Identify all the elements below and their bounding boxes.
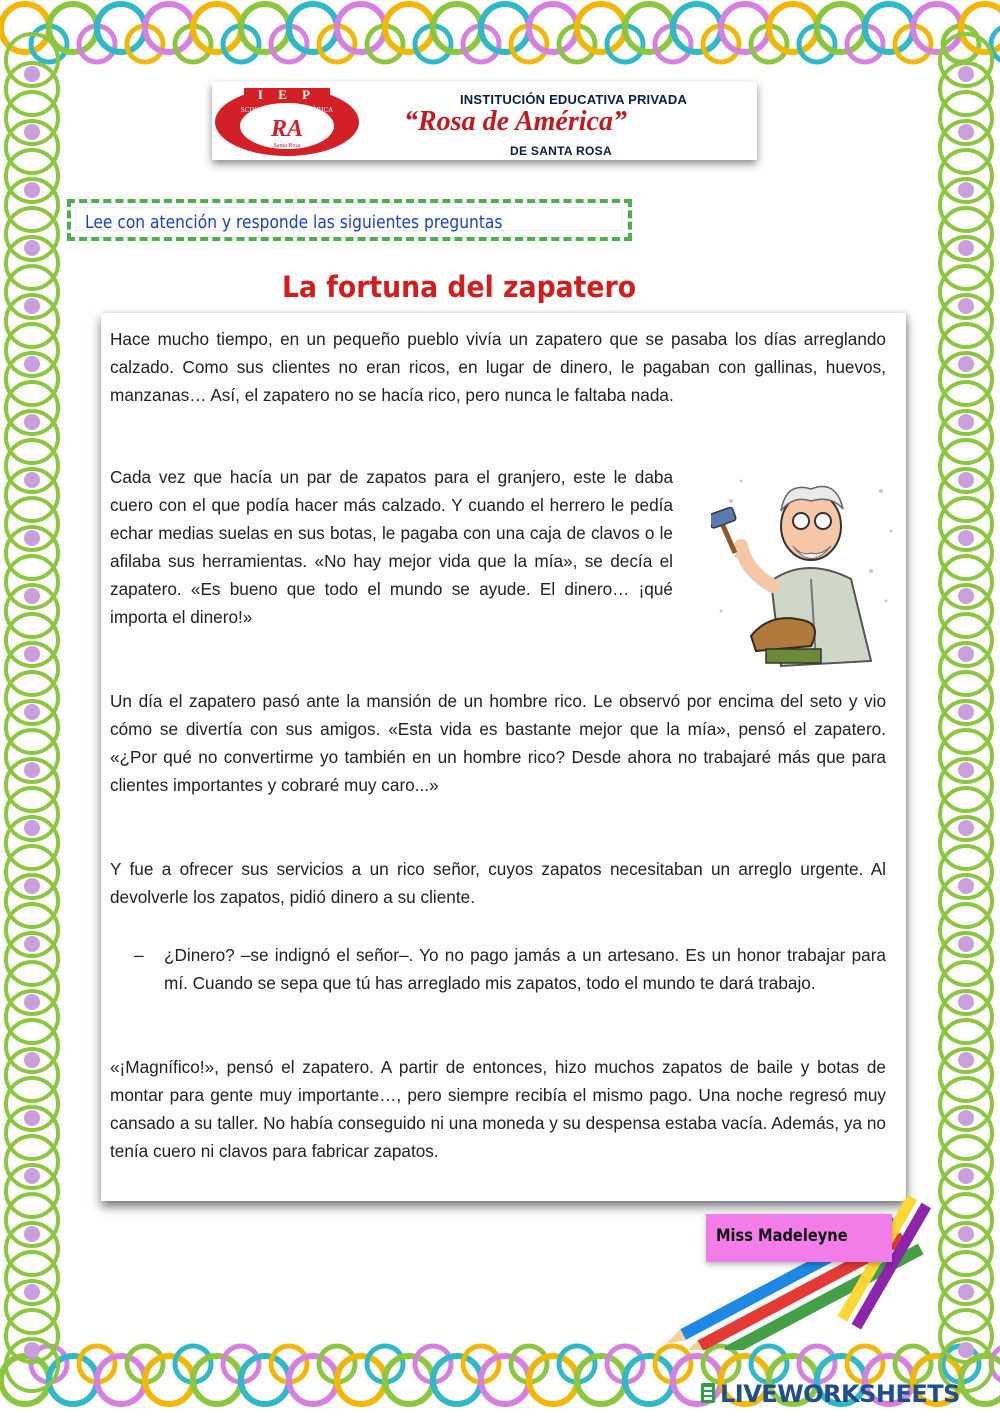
logo-ring-text: SCHOOL ROSA DE AMÉRICA bbox=[240, 106, 334, 114]
frame-dot bbox=[958, 1110, 974, 1126]
story-paragraph-5-dialogue: ¿Dinero? –se indignó el señor–. Yo no pago jamás a un artesano. Es un honor trabajar para mí. Cuando se sepa que tú has arreglado mis zapatos, todo el mundo te dará trabajo. bbox=[164, 945, 886, 993]
frame-dot bbox=[24, 1110, 40, 1126]
story-paragraph-6: «¡Magnífico!», pensó el zapatero. A partir de entonces, hizo muchos zapatos de baile y botas de montar para gente muy importante…, pero siempre recibía el mismo pago. Una noche regresó muy cansado a su taller. No había conseguido ni una moneda y su despensa estaba vacía. Además, ya no tenía cuero ni clavos para fabricar zapatos. bbox=[110, 1057, 886, 1161]
frame-dot bbox=[24, 646, 40, 662]
frame-dot bbox=[958, 182, 974, 198]
shoemaker-illustration bbox=[711, 461, 901, 676]
frame-dot bbox=[24, 588, 40, 604]
frame-dot bbox=[24, 704, 40, 720]
story-paragraph-3: Un día el zapatero pasó ante la mansión de un hombre rico. Le observó por encima del seto y vio cómo se divertía con sus amigos. «Esta vida es bastante mejor que la mía», pensó el zapatero. «¿Por qué no convertirme yo también en un hombre rico? Desde ahora no trabajaré más que para clientes importantes y cobraré muy caro...» bbox=[110, 691, 886, 795]
frame-dot bbox=[958, 414, 974, 430]
teacher-signature-box bbox=[706, 1214, 892, 1262]
frame-dot bbox=[24, 66, 40, 82]
frame-dot bbox=[958, 704, 974, 720]
frame-dot bbox=[24, 1052, 40, 1068]
story-paragraph-4: Y fue a ofrecer sus servicios a un rico señor, cuyos zapatos necesitaban un arreglo urgente. Al devolverle los zapatos, pidió dinero a su cliente. bbox=[110, 859, 886, 907]
frame-dot bbox=[24, 240, 40, 256]
frame-dot bbox=[958, 530, 974, 546]
frame-dot bbox=[958, 1342, 974, 1358]
frame-dot bbox=[958, 356, 974, 372]
frame-dot bbox=[24, 994, 40, 1010]
frame-dot bbox=[24, 124, 40, 140]
institution-location: DE SANTA ROSA bbox=[510, 144, 612, 158]
frame-dot bbox=[958, 1284, 974, 1300]
frame-dot bbox=[958, 298, 974, 314]
frame-dot bbox=[24, 820, 40, 836]
frame-dot bbox=[958, 240, 974, 256]
story-paragraph-1: Hace mucho tiempo, en un pequeño pueblo vivía un zapatero que se pasaba los días arreglando calzado. Como sus clientes no eran ricos, en lugar de dinero, le pagaban con gallinas, huevos, manzanas… Así, el zapatero no se hacía rico, pero nunca le faltaba nada. bbox=[110, 329, 886, 405]
frame-dot bbox=[958, 1052, 974, 1068]
frame-dot bbox=[958, 820, 974, 836]
frame-dot bbox=[24, 356, 40, 372]
logo-center-text: RA bbox=[270, 116, 304, 142]
institution-name: “Rosa de América” bbox=[404, 106, 627, 137]
frame-dot bbox=[24, 298, 40, 314]
logo-bottom-text: Santa Rosa bbox=[273, 143, 301, 149]
frame-dot bbox=[24, 1226, 40, 1242]
frame-dot bbox=[958, 1226, 974, 1242]
frame-dot bbox=[24, 936, 40, 952]
logo-top-text: I E P bbox=[257, 87, 317, 102]
frame-dot bbox=[24, 762, 40, 778]
school-header bbox=[212, 82, 757, 160]
frame-dot bbox=[24, 530, 40, 546]
frame-dot bbox=[24, 1342, 40, 1358]
dialogue-dash: – bbox=[134, 945, 144, 965]
frame-dot bbox=[958, 994, 974, 1010]
instruction-banner bbox=[67, 199, 632, 241]
instruction-text: Lee con atención y responde las siguientes preguntas bbox=[85, 212, 503, 233]
story-title: La fortuna del zapatero bbox=[282, 270, 637, 304]
story-paragraph-2: Cada vez que hacía un par de zapatos para el granjero, este le daba cuero con el que podía hacer más calzado. Y cuando el herrero le pedía echar medias suelas en sus botas, le pagaba con una caja de clavos o le afilaba sus herramientas. «No hay mejor vida que la mía», se decía el zapatero. «Es bueno que todo el mundo se ayude. El dinero… ¡qué importa el dinero!» bbox=[110, 467, 673, 627]
frame-dot bbox=[24, 414, 40, 430]
liveworksheets-logo[interactable] bbox=[700, 1376, 996, 1410]
frame-dot bbox=[24, 182, 40, 198]
story-box bbox=[101, 313, 906, 1201]
teacher-name: Miss Madeleyne bbox=[716, 1226, 848, 1246]
school-logo bbox=[212, 84, 362, 158]
frame-dot bbox=[24, 472, 40, 488]
liveworksheets-badge-icon bbox=[700, 1382, 716, 1404]
institution-type: INSTITUCIÓN EDUCATIVA PRIVADA bbox=[460, 92, 688, 107]
frame-dot bbox=[24, 878, 40, 894]
frame-dot bbox=[958, 472, 974, 488]
frame-dot bbox=[958, 762, 974, 778]
frame-dot bbox=[958, 588, 974, 604]
frame-dot bbox=[958, 646, 974, 662]
watermark-text: LIVEWORKSHEETS bbox=[720, 1380, 960, 1408]
frame-dot bbox=[958, 66, 974, 82]
frame-dot bbox=[958, 878, 974, 894]
frame-dot bbox=[958, 1168, 974, 1184]
frame-dot bbox=[24, 1168, 40, 1184]
frame-dot bbox=[958, 124, 974, 140]
frame-dot bbox=[24, 1284, 40, 1300]
frame-dot bbox=[958, 936, 974, 952]
